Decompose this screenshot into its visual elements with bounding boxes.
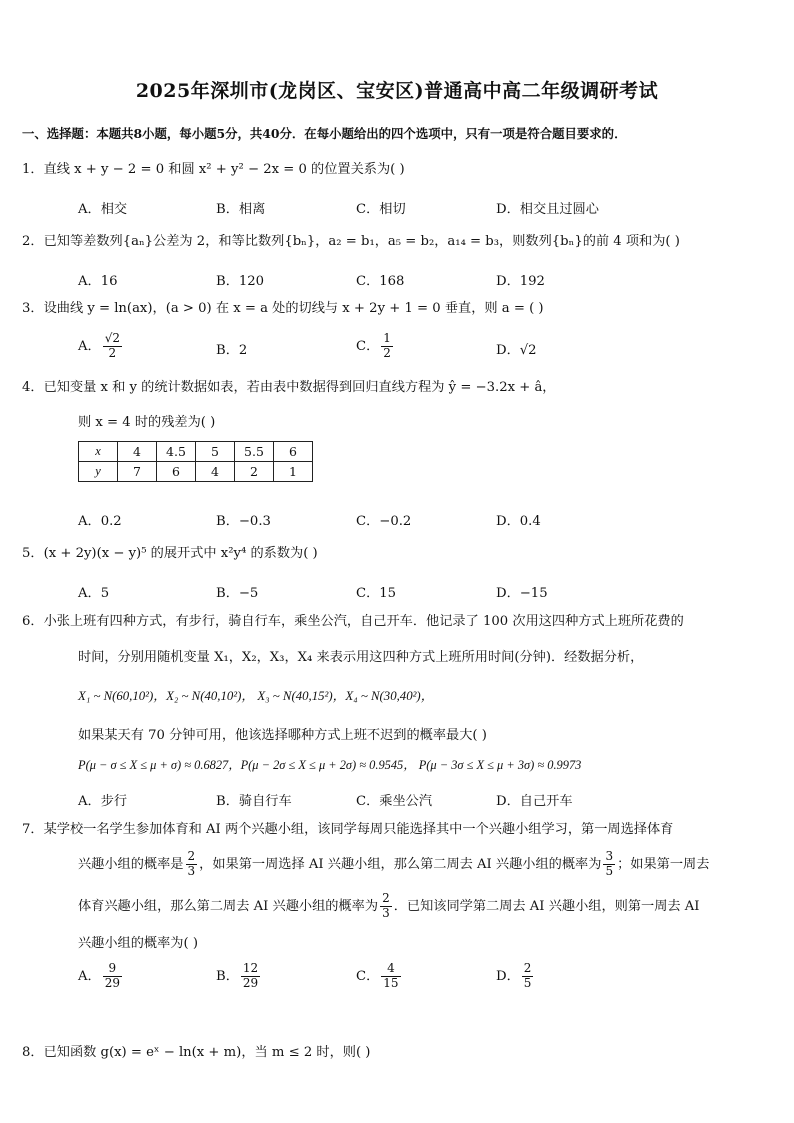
question-4: 4．已知变量 x 和 y 的统计数据如表，若由表中数据得到回归直线方程为 ŷ = −3.2x + â， [22, 380, 556, 395]
fraction-numerator: 4 [381, 962, 400, 977]
q3-option-c [356, 332, 395, 361]
question-4-cont: 则 x = 4 时的残差为( ) [78, 415, 216, 430]
q6-option-a: A．步行 [78, 794, 128, 809]
fraction-denominator: 2 [108, 345, 117, 360]
table-cell: 6 [157, 462, 196, 482]
q3-option-d: D．√2 [496, 343, 537, 358]
q5-option-b: B．−5 [216, 586, 259, 601]
question-8: 8．已知函数 g(x) = eˣ − ln(x + m)，当 m ≤ 2 时，则( ) [22, 1045, 371, 1060]
q7-text: ，如果第一周选择 AI 兴趣小组，那么第二周去 AI 兴趣小组的概率为 [199, 856, 602, 872]
question-6-line-2: 时间，分别用随机变量 X₁，X₂，X₃，X₄ 来表示用这四种方式上班所用时间(分钟)．经数据分析， [78, 650, 644, 665]
fraction-denominator: 3 [187, 863, 196, 878]
q7-text: 体育兴趣小组，那么第二周去 AI 兴趣小组的概率为 [78, 898, 379, 914]
q3-option-a-label: A． [78, 338, 101, 354]
q6-option-c: C．乘坐公汽 [356, 794, 433, 809]
q1-option-a: A．相交 [78, 202, 128, 217]
q5-option-c: C．15 [356, 586, 397, 601]
table-cell: 1 [274, 462, 313, 482]
question-6-probabilities: P(μ − σ ≤ X ≤ μ + σ) ≈ 0.6827，P(μ − 2σ ≤ X ≤ μ + 2σ) ≈ 0.9545， P(μ − 3σ ≤ X ≤ μ + 3σ) ≈ 0.9973 [78, 758, 582, 772]
fraction-denominator: 29 [104, 975, 120, 990]
q6-option-b: B．骑自行车 [216, 794, 292, 809]
question-5: 5．(x + 2y)(x − y)⁵ 的展开式中 x²y⁴ 的系数为( ) [22, 546, 318, 561]
question-7-line-4: 兴趣小组的概率为( ) [78, 936, 198, 951]
table-cell: 4 [196, 462, 235, 482]
question-6-distributions: X₁ ~ N(60,10²)，X₂ ~ N(40,10²)， X₃ ~ N(40,15²)，X₄ ~ N(30,40²)， [78, 689, 434, 703]
table-cell: 2 [235, 462, 274, 482]
question-6: 6．小张上班有四种方式，有步行，骑自行车，乘坐公汽，自己开车．他记录了 100 次用这四种方式上班所花费的 [22, 614, 684, 629]
exam-title: 2025年深圳市(龙岗区、宝安区)普通高中高二年级调研考试 [135, 80, 659, 102]
q6-option-d: D．自己开车 [496, 794, 573, 809]
q1-option-c: C．相切 [356, 202, 406, 217]
question-3: 3．设曲线 y = ln(ax)，(a > 0) 在 x = a 处的切线与 x + 2y + 1 = 0 垂直，则 a = ( ) [22, 301, 544, 316]
q7-text: 兴趣小组的概率是 [78, 856, 184, 872]
q7-option-d-fraction [522, 962, 534, 991]
fraction-numerator: 2 [187, 849, 196, 863]
q7-option-b [216, 962, 262, 991]
fraction-numerator: 2 [523, 961, 532, 975]
q2-option-b: B．120 [216, 274, 265, 289]
fraction-denominator: 2 [383, 345, 391, 360]
fraction-numerator: 12 [242, 961, 259, 975]
fraction-numerator: 9 [103, 962, 122, 977]
q7-option-b-fraction [241, 962, 260, 991]
table-cell: 5.5 [235, 442, 274, 462]
q7-option-c-label: C． [356, 968, 380, 984]
q1-option-d: D．相交且过圆心 [496, 202, 599, 217]
table-cell: 4 [118, 442, 157, 462]
question-2: 2．已知等差数列{aₙ}公差为 2，和等比数列{bₙ}，a₂ = b₁，a₅ = b₂，a₁₄ = b₃，则数列{bₙ}的前 4 项和为( ) [22, 234, 680, 249]
q3-option-a [78, 332, 124, 361]
fraction-numerator: 1 [383, 331, 391, 345]
fraction-denominator: 3 [382, 905, 390, 920]
q7-option-a-label: A． [78, 968, 101, 984]
table-cell: 6 [274, 442, 313, 462]
q2-option-c: C．168 [356, 274, 405, 289]
section-heading: 一、选择题：本题共8小题，每小题5分，共40分．在每小题给出的四个选项中，只有一项是符合题目要求的． [22, 126, 627, 141]
question-6-line-4: 如果某天有 70 分钟可用，他该选择哪种方式上班不迟到的概率最大( ) [78, 728, 487, 743]
q7-option-a-fraction [103, 962, 122, 991]
fraction-numerator: √2 [104, 331, 120, 345]
data-table [78, 441, 313, 482]
q7-text: ．已知该同学第二周去 AI 兴趣小组，则第一周去 AI [393, 898, 700, 914]
table-row-y [79, 462, 313, 482]
fraction-denominator: 5 [523, 975, 532, 990]
fraction-denominator: 29 [242, 975, 259, 990]
table-cell: 4.5 [157, 442, 196, 462]
table-cell: 5 [196, 442, 235, 462]
q7-fraction-a [186, 850, 198, 879]
q1-option-b: B．相离 [216, 202, 266, 217]
table-cell: y [79, 462, 118, 482]
question-7-line-3 [78, 892, 700, 921]
q3-option-c-fraction [381, 332, 393, 361]
q7-option-b-label: B． [216, 968, 239, 984]
fraction-numerator: 2 [382, 891, 390, 905]
question-7: 7．某学校一名学生参加体育和 AI 两个兴趣小组，该同学每周只能选择其中一个兴趣小组学习，第一周选择体育 [22, 822, 674, 837]
q7-option-d-label: D． [496, 968, 520, 984]
q5-option-a: A．5 [78, 586, 110, 601]
table-cell: x [79, 442, 118, 462]
q2-option-a: A．16 [78, 274, 118, 289]
q3-option-b: B．2 [216, 343, 248, 358]
question-7-line-2 [78, 850, 709, 879]
fraction-numerator: 3 [605, 849, 614, 863]
q4-option-d: D．0.4 [496, 514, 541, 529]
q4-option-c: C．−0.2 [356, 514, 412, 529]
q7-option-c [356, 962, 403, 991]
q5-option-d: D．−15 [496, 586, 548, 601]
q7-option-c-fraction [381, 962, 400, 991]
fraction-denominator: 5 [605, 863, 614, 878]
q2-option-d: D．192 [496, 274, 545, 289]
table-cell: 7 [118, 462, 157, 482]
q7-option-a [78, 962, 124, 991]
q3-option-a-fraction [103, 332, 122, 361]
q7-text: ；如果第一周去 [617, 856, 710, 872]
q7-fraction-c [380, 892, 392, 921]
question-1: 1．直线 x + y − 2 = 0 和圆 x² + y² − 2x = 0 的位置关系为( ) [22, 162, 405, 177]
q7-fraction-b [603, 850, 615, 879]
fraction-denominator: 15 [383, 975, 399, 990]
q3-option-c-label: C． [356, 338, 380, 354]
q4-option-a: A．0.2 [78, 514, 122, 529]
table-row-x [79, 442, 313, 462]
q7-option-d [496, 962, 535, 991]
q4-option-b: B．−0.3 [216, 514, 271, 529]
